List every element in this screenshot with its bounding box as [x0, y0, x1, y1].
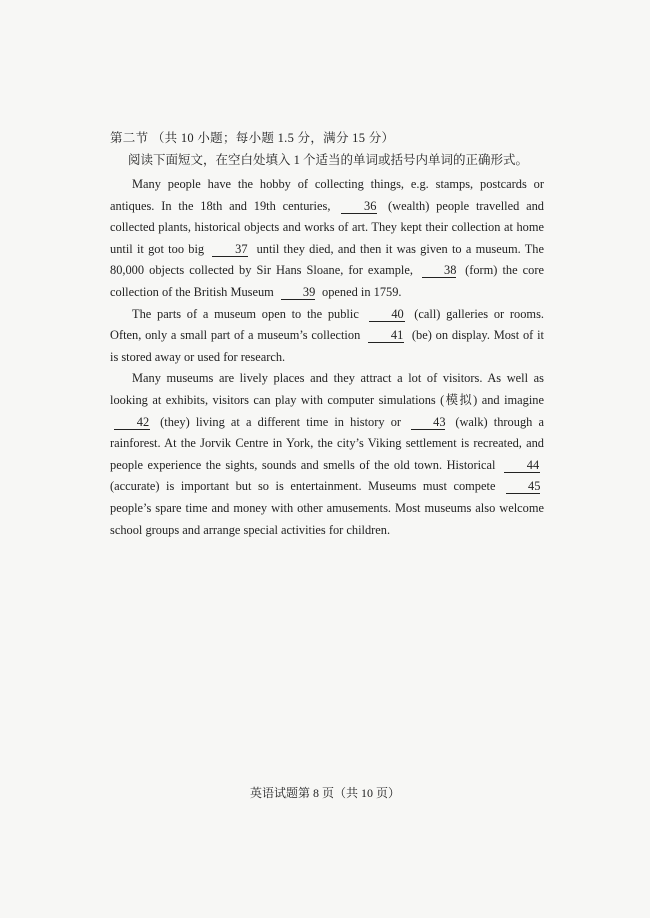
page-footer: 英语试题第 8 页（共 10 页）	[249, 786, 400, 800]
paragraph-text: (accurate) is important but so is entertainment. Museums must compete	[110, 479, 496, 494]
blank-42[interactable]: 42	[114, 415, 150, 430]
paragraph-text: The parts of a museum open to the public	[132, 306, 359, 321]
blank-37[interactable]: 37	[212, 242, 248, 257]
blank-36[interactable]: 36	[341, 199, 377, 214]
blank-38[interactable]: 38	[422, 263, 456, 278]
blank-41[interactable]: 41	[368, 328, 404, 343]
blank-40[interactable]: 40	[369, 307, 405, 322]
paragraph-text: Many people have the hobby of collecting things, e.g. stamps, postcards or antiques. In the 18th and 19th centuries,	[110, 177, 544, 213]
blank-43[interactable]: 43	[411, 415, 445, 430]
paragraph-text: opened in 1759.	[322, 284, 402, 299]
blank-44[interactable]: 44	[504, 458, 540, 473]
reading-passage	[110, 174, 544, 541]
paragraph-text: (be) on display. Most of it is stored away or used for research.	[110, 328, 544, 364]
passage-paragraph-1	[110, 174, 544, 304]
blank-39[interactable]: 39	[281, 285, 315, 300]
paragraph-text: Many museums are lively places and they attract a lot of visitors. As well as looking at exhibits, visitors can play with computer simulations (模拟) and imagine	[110, 371, 544, 407]
paragraph-text: until they died, and then it was given to a museum. The 80,000 objects collected by Sir Hans Sloane, for example,	[110, 241, 544, 278]
paragraph-text: people’s spare time and money with other amusements. Most museums also welcome school groups and arrange special activities for children.	[110, 500, 544, 537]
passage-paragraph-2	[110, 304, 544, 369]
section-instruction: 阅读下面短文，在空白处填入 1 个适当的单词或括号内单词的正确形式。	[128, 153, 529, 167]
paragraph-text: (form) the core collection of the British Museum	[110, 263, 544, 299]
paragraph-text: (they) living at a different time in history or	[160, 414, 402, 429]
passage-paragraph-3	[110, 368, 544, 541]
section-title: 第二节 （共 10 小题；每小题 1.5 分，满分 15 分）	[110, 131, 395, 145]
paragraph-text: (walk) through a rainforest. At the Jorvik Centre in York, the city’s Viking settlement is recreated, and people experience the sights, sounds and smells of the old town. Historical	[110, 414, 544, 472]
paragraph-text: (wealth) people travelled and collected plants, historical objects and works of art. They kept their collection at home until it got too big	[110, 198, 544, 256]
paragraph-text: (call) galleries or rooms. Often, only a small part of a museum’s collection	[110, 306, 544, 343]
blank-45[interactable]: 45	[506, 479, 540, 494]
